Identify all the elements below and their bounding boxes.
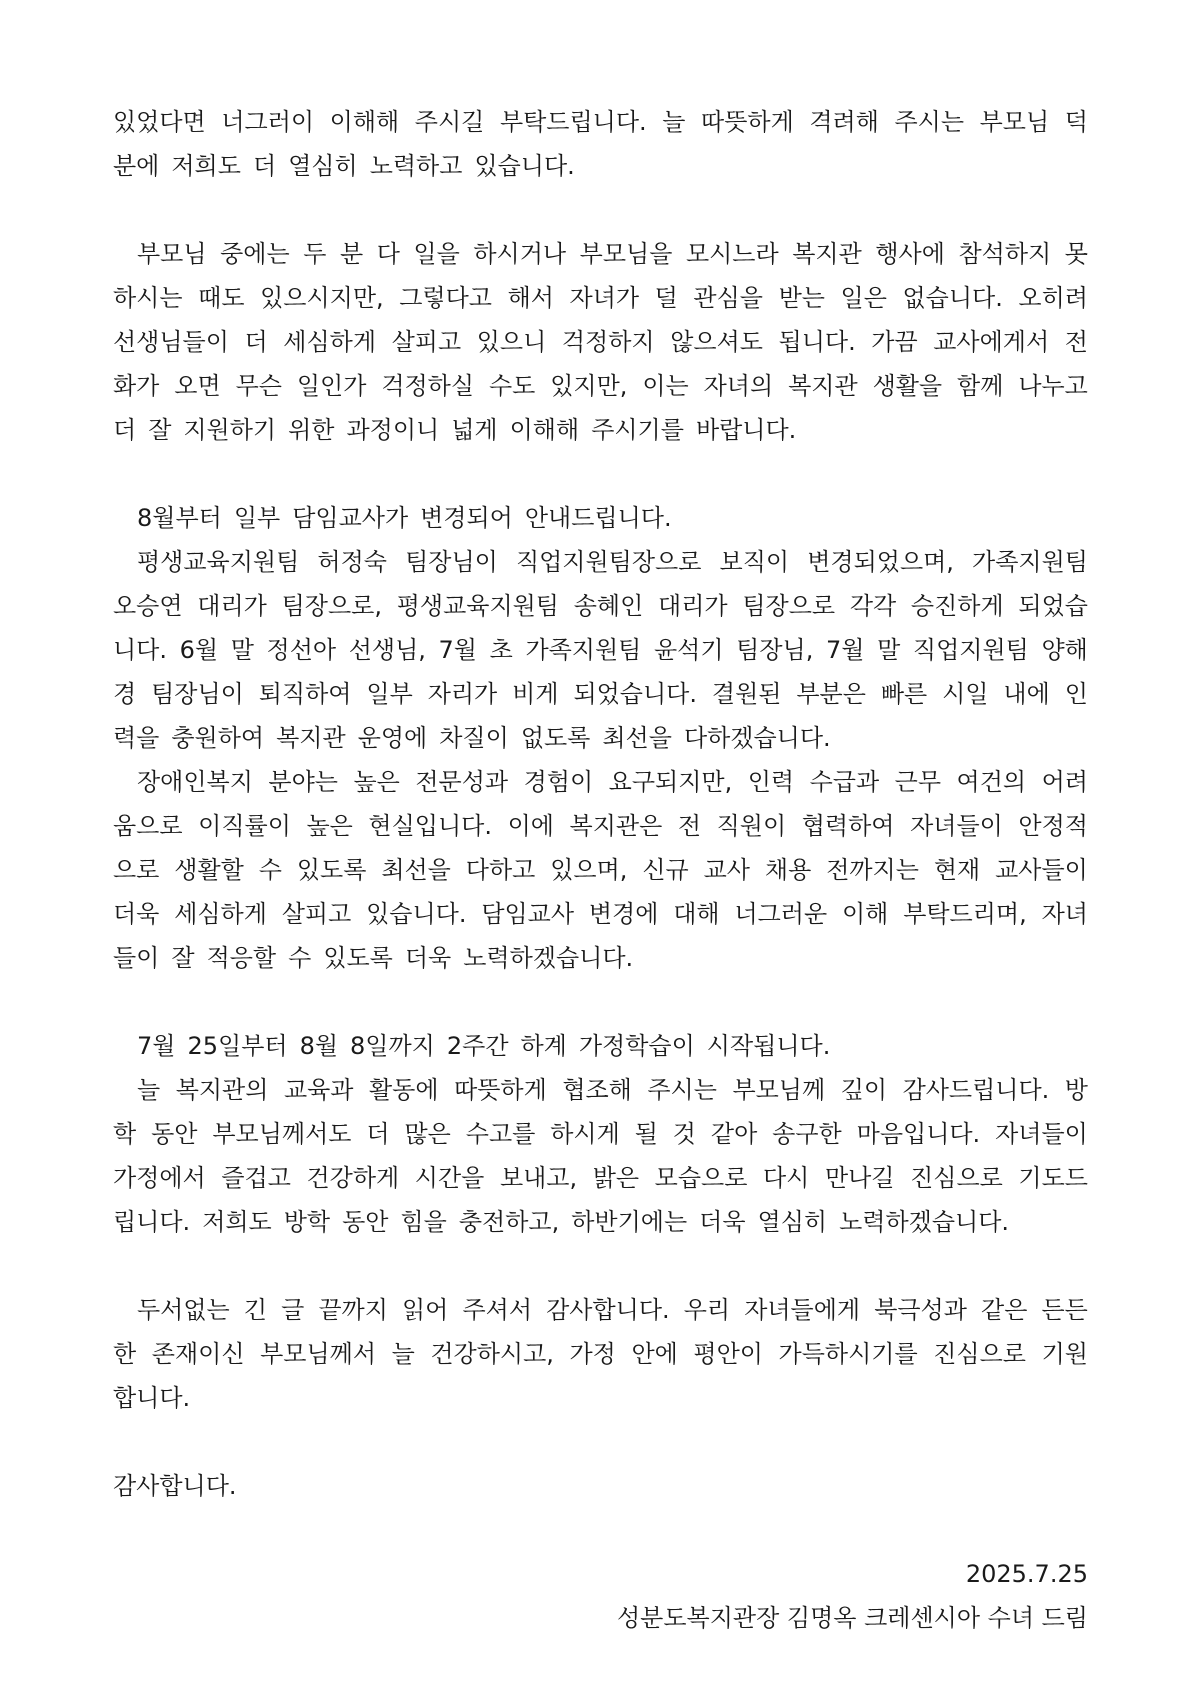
letter-body: [113, 100, 1088, 1508]
spacer: [113, 1508, 1088, 1552]
text-line: 장애인복지 분야는 높은 전문성과 경험이 요구되지만, 인력 수급과 근무 여건의 어려: [137, 768, 1088, 796]
text-line: 두서없는 긴 글 끝까지 읽어 주셔서 감사합니다. 우리 자녀들에게 북극성과 같은 든든: [137, 1296, 1088, 1324]
paragraph: [113, 496, 1088, 980]
text-line: 력을 충원하여 복지관 운영에 차질이 없도록 최선을 다하겠습니다.: [113, 724, 831, 752]
text-line: 한 존재이신 부모님께서 늘 건강하시고, 가정 안에 평안이 가득하시기를 진심으로 기원: [113, 1340, 1088, 1368]
paragraph: [113, 1024, 1088, 1244]
text-line: 있었다면 너그러이 이해해 주시길 부탁드립니다. 늘 따뜻하게 격려해 주시는 부모님 덕: [113, 108, 1088, 136]
paragraph-gap: [113, 452, 1088, 496]
text-line: 움으로 이직률이 높은 현실입니다. 이에 복지관은 전 직원이 협력하여 자녀들이 안정적: [113, 812, 1088, 840]
text-line: 감사합니다.: [113, 1472, 237, 1500]
paragraph-gap: [113, 1420, 1088, 1464]
text-line: 분에 저희도 더 열심히 노력하고 있습니다.: [113, 152, 575, 180]
text-line: 경 팀장님이 퇴직하여 일부 자리가 비게 되었습니다. 결원된 부분은 빠른 시일 내에 인: [113, 680, 1088, 708]
text-line: 선생님들이 더 세심하게 살피고 있으니 걱정하지 않으셔도 됩니다. 가끔 교사에게서 전: [113, 328, 1088, 356]
paragraph: [113, 232, 1088, 452]
text-line: 늘 복지관의 교육과 활동에 따뜻하게 협조해 주시는 부모님께 깊이 감사드립니다. 방: [137, 1076, 1088, 1104]
text-line: 합니다.: [113, 1384, 191, 1412]
text-line: 학 동안 부모님께서도 더 많은 수고를 하시게 될 것 같아 송구한 마음입니다. 자녀들이: [113, 1120, 1088, 1148]
paragraph: [113, 1288, 1088, 1420]
text-line: 부모님 중에는 두 분 다 일을 하시거나 부모님을 모시느라 복지관 행사에 참석하지 못: [137, 240, 1088, 268]
paragraph: [113, 100, 1088, 188]
paragraph-gap: [113, 188, 1088, 232]
letter-page: [113, 100, 1088, 1640]
letter-date: 2025.7.25: [965, 1560, 1088, 1588]
letter-sender: 성분도복지관장 김명옥 크레센시아 수녀 드림: [616, 1604, 1088, 1632]
text-line: 더 잘 지원하기 위한 과정이니 넓게 이해해 주시기를 바랍니다.: [113, 416, 797, 444]
paragraph: [113, 1464, 1088, 1508]
text-line: 하시는 때도 있으시지만, 그렇다고 해서 자녀가 덜 관심을 받는 일은 없습니다. 오히려: [113, 284, 1088, 312]
text-line: 화가 오면 무슨 일인가 걱정하실 수도 있지만, 이는 자녀의 복지관 생활을 함께 나누고: [113, 372, 1088, 400]
paragraph-gap: [113, 980, 1088, 1024]
paragraph-gap: [113, 1244, 1088, 1288]
text-line: 들이 잘 적응할 수 있도록 더욱 노력하겠습니다.: [113, 944, 634, 972]
text-line: 8월부터 일부 담임교사가 변경되어 안내드립니다.: [137, 504, 672, 532]
text-line: 니다. 6월 말 정선아 선생님, 7월 초 가족지원팀 윤석기 팀장님, 7월 말 직업지원팀 양해: [113, 636, 1088, 664]
text-line: 가정에서 즐겁고 건강하게 시간을 보내고, 밝은 모습으로 다시 만나길 진심으로 기도드: [113, 1164, 1088, 1192]
text-line: 오승연 대리가 팀장으로, 평생교육지원팀 송혜인 대리가 팀장으로 각각 승진하게 되었습: [113, 592, 1088, 620]
text-line: 더욱 세심하게 살피고 있습니다. 담임교사 변경에 대해 너그러운 이해 부탁드리며, 자녀: [113, 900, 1088, 928]
text-line: 으로 생활할 수 있도록 최선을 다하고 있으며, 신규 교사 채용 전까지는 현재 교사들이: [113, 856, 1088, 884]
text-line: 립니다. 저희도 방학 동안 힘을 충전하고, 하반기에는 더욱 열심히 노력하겠습니다.: [113, 1208, 1010, 1236]
text-line: 평생교육지원팀 허정숙 팀장님이 직업지원팀장으로 보직이 변경되었으며, 가족지원팀: [137, 548, 1088, 576]
text-line: 7월 25일부터 8월 8일까지 2주간 하계 가정학습이 시작됩니다.: [137, 1032, 831, 1060]
